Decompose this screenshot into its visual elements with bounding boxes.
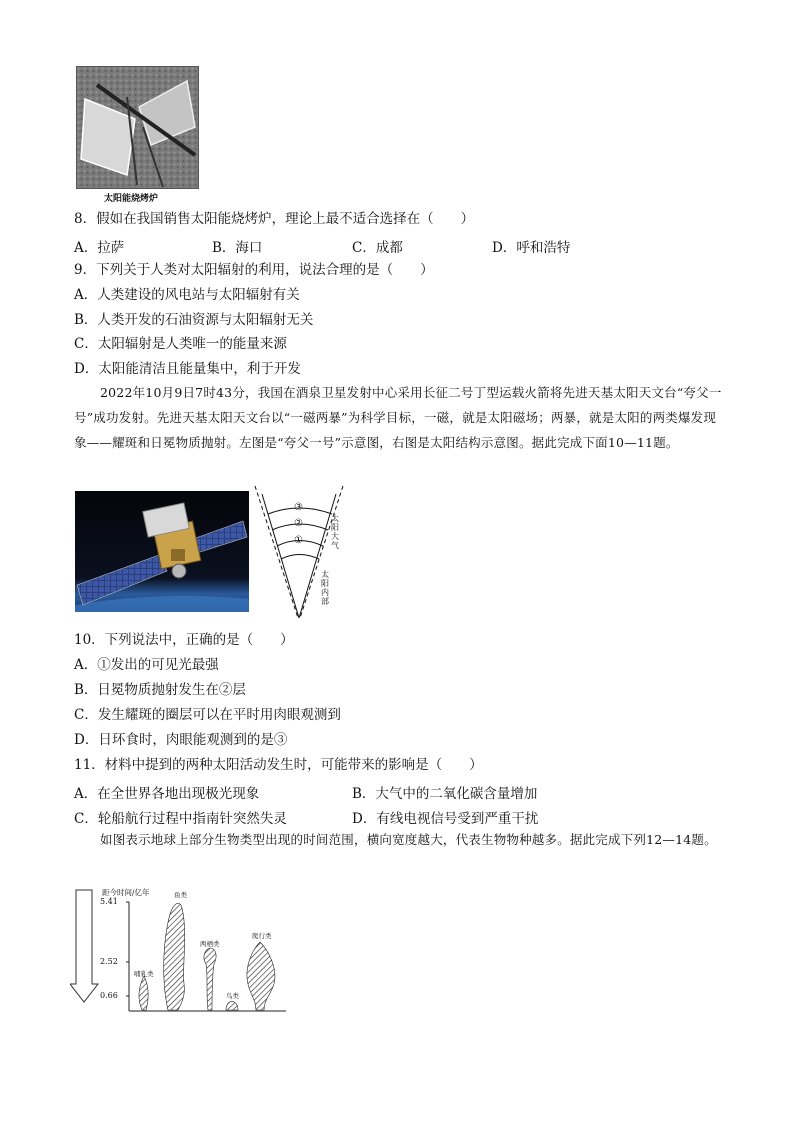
sun-interior-label: 太阳内部 — [321, 570, 329, 606]
q9-option-b: B．人类开发的石油资源与太阳辐射无关 — [74, 312, 314, 328]
q9-stem: 9．下列关于人类对太阳辐射的利用，说法合理的是（ ） — [74, 262, 434, 278]
kuafu-satellite-image — [75, 491, 249, 612]
tick-label-066: 0.66 — [100, 991, 118, 1000]
material-paragraph-bio: 如图表示地球上部分生物类型出现的时间范围，横向宽度越大，代表生物物种越多。据此完成下列12—14题。 — [100, 832, 717, 847]
tick-label-541: 5.41 — [100, 897, 118, 906]
label-fish: 鱼类 — [174, 891, 187, 899]
q8-option-a: A．拉萨 — [74, 240, 125, 256]
layer-1-label: ① — [294, 535, 303, 546]
q11-option-c: C．轮船航行过程中指南针突然失灵 — [74, 811, 287, 827]
layer-3-label: ③ — [294, 502, 303, 513]
q8-stem: 8．假如在我国销售太阳能烧烤炉，理论上最不适合选择在（ ） — [74, 211, 475, 227]
q11-option-a: A．在全世界各地出现极光现象 — [74, 786, 260, 802]
axis-title: 距今时间/亿年 — [102, 888, 150, 897]
q8-option-d: D．呼和浩特 — [492, 240, 571, 256]
q10-stem: 10．下列说法中，正确的是（ ） — [74, 632, 294, 648]
tick-label-252: 2.52 — [100, 957, 118, 966]
q9-option-a: A．人类建设的风电站与太阳辐射有关 — [74, 287, 300, 303]
q8-option-c: C．成都 — [352, 240, 403, 256]
q10-option-a: A．①发出的可见光最强 — [74, 657, 219, 673]
label-birds: 鸟类 — [226, 992, 239, 1000]
q9-option-c: C．太阳辐射是人类唯一的能量来源 — [74, 336, 287, 352]
q10-option-c: C．发生耀斑的圈层可以在平时用肉眼观测到 — [74, 707, 341, 723]
label-amphibians: 两栖类 — [200, 940, 220, 948]
layer-2-label: ② — [294, 518, 303, 529]
q10-option-d: D．日环食时，肉眼能观测到的是③ — [74, 732, 288, 748]
material-paragraph-kuafu: 2022年10月9日7时43分，我国在酒泉卫星发射中心采用长征二号丁型运载火箭将先进天基太阳天文台“夸父一号”成功发射。先进天基太阳天文台以“一磁两暴”为科学目标，一磁，就是太阳磁场；两暴，就是太阳的两类爆发现象——耀斑和日冕物质抛射。左图是“夸父一号”示意图，右图是太阳结构示意图。据此完成下面10—11题。 — [74, 385, 722, 450]
sun-atmosphere-label: 太阳大气 — [331, 514, 339, 550]
label-reptiles: 爬行类 — [252, 932, 272, 940]
sun-structure-diagram — [252, 484, 348, 624]
q11-option-d: D．有线电视信号受到严重干扰 — [352, 811, 539, 827]
solar-cooker-photo — [76, 66, 199, 189]
q9-option-d: D．太阳能清洁且能量集中，利于开发 — [74, 361, 301, 377]
q10-option-b: B．日冕物质抛射发生在②层 — [74, 682, 246, 698]
q8-option-b: B．海口 — [212, 240, 263, 256]
solar-cooker-caption: 太阳能烧烤炉 — [104, 194, 159, 204]
label-mammals: 哺乳类 — [134, 970, 154, 978]
biology-timeline-diagram — [70, 884, 290, 1014]
q11-stem: 11．材料中提到的两种太阳活动发生时，可能带来的影响是（ ） — [74, 757, 483, 773]
q11-option-b: B．大气中的二氧化碳含量增加 — [352, 786, 538, 802]
